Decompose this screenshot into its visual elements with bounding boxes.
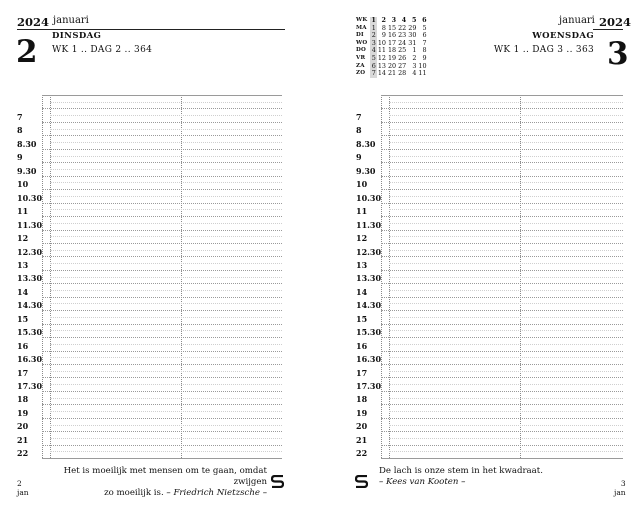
right-hour-label: 10: [356, 179, 368, 190]
right-grid-row: [381, 203, 623, 204]
left-grid-row: [42, 149, 282, 150]
left-grid-row: [42, 445, 282, 446]
mini-calendar-date: 11: [418, 69, 427, 78]
right-hour-label: 16: [356, 340, 368, 351]
right-grid-row: [381, 189, 623, 190]
mini-calendar-date: 9: [381, 31, 386, 40]
left-header-rule: [17, 29, 285, 30]
left-grid-subrow: [50, 371, 282, 372]
left-grid-row: [42, 243, 282, 244]
left-hour-label: 9.30: [17, 165, 37, 176]
left-grid-subrow: [50, 344, 282, 345]
right-grid-subrow: [389, 303, 623, 304]
left-hour-label: 9: [17, 152, 23, 163]
right-week-info: WK 1 .. DAG 3 .. 363: [493, 45, 594, 55]
left-grid-subrow: [50, 438, 282, 439]
left-grid-row: [42, 176, 282, 177]
right-grid-row: [381, 95, 623, 96]
left-footer-month: jan: [17, 488, 29, 497]
mini-calendar-date: 18: [387, 46, 397, 55]
right-hour-label: 13.30: [356, 273, 382, 284]
mini-calendar-date: 15: [387, 23, 397, 32]
mini-calendar-date: 26: [398, 53, 407, 62]
left-grid-subrow: [50, 290, 282, 291]
left-hour-label: 16: [17, 340, 29, 351]
right-grid-row: [381, 431, 623, 432]
left-month: januari: [53, 15, 89, 26]
right-grid-row: [381, 162, 623, 163]
left-grid-subrow: [50, 425, 282, 426]
left-grid-row: [42, 203, 282, 204]
right-quote-author: – Kees van Kooten –: [379, 477, 466, 487]
left-hour-label: 18: [17, 394, 29, 405]
right-hour-label: 16.30: [356, 354, 382, 365]
left-footer-day: 2: [17, 479, 22, 488]
mini-calendar-date: 2: [412, 53, 417, 62]
mini-calendar-date: 17: [387, 38, 397, 47]
right-grid-subrow: [389, 330, 623, 331]
left-hour-label: 15.30: [17, 327, 43, 338]
right-hour-label: 13: [356, 259, 368, 270]
mini-calendar-date: 4: [412, 69, 417, 78]
left-hour-label: 20: [17, 421, 29, 432]
left-hour-label: 21: [17, 434, 29, 445]
left-hour-label: 11.30: [17, 219, 43, 230]
left-footer: [17, 479, 29, 497]
mini-calendar-date: 13: [377, 61, 386, 70]
mini-calendar-date: 24: [398, 38, 407, 47]
right-footer-day: 3: [620, 479, 626, 488]
right-grid-subrow: [389, 156, 623, 157]
right-grid-row: [381, 458, 623, 459]
mini-calendar-date: 8: [381, 23, 386, 32]
left-grid-row: [42, 162, 282, 163]
mini-calendar-week-number: 3: [391, 16, 397, 24]
left-grid-row: [42, 458, 282, 459]
right-grid-row: [381, 135, 623, 136]
mini-calendar-date: 4: [371, 46, 376, 55]
left-grid-subrow: [50, 102, 282, 103]
left-grid-row: [42, 310, 282, 311]
right-hour-label: 15: [356, 313, 368, 324]
right-grid-row: [381, 445, 623, 446]
right-grid-subrow: [389, 290, 623, 291]
mini-calendar-date: 21: [387, 69, 397, 78]
left-year: 2024: [17, 15, 50, 29]
brand-s-logo-icon: [355, 475, 368, 488]
left-hour-label: 10.30: [17, 192, 43, 203]
left-day-name: DINSDAG: [52, 31, 102, 41]
right-grid-row: [381, 243, 623, 244]
mini-calendar-week-label: WK: [356, 17, 368, 23]
left-quote-line1: Het is moeilijk met mensen om te gaan, omdat zwijgen: [63, 466, 267, 487]
right-grid-subrow: [389, 371, 623, 372]
mini-calendar-date: 10: [418, 61, 427, 70]
left-hour-label: 8.30: [17, 138, 37, 149]
right-grid-subrow: [389, 169, 623, 170]
right-grid-subrow: [389, 196, 623, 197]
mini-calendar-date: 10: [377, 38, 386, 47]
left-grid-subrow: [50, 317, 282, 318]
left-grid-subrow: [50, 398, 282, 399]
right-grid-row: [381, 270, 623, 271]
mini-calendar-date: 5: [371, 53, 376, 62]
left-grid-row: [42, 256, 282, 257]
right-grid-subrow: [389, 142, 623, 143]
left-grid-subrow: [50, 384, 282, 385]
right-grid-subrow: [389, 317, 623, 318]
left-grid-row: [42, 270, 282, 271]
right-schedule-grid[interactable]: [381, 95, 623, 458]
left-grid-subrow: [50, 223, 282, 224]
left-grid-subrow: [50, 156, 282, 157]
right-month: januari: [559, 15, 595, 26]
left-grid-row: [42, 324, 282, 325]
left-grid-subrow: [50, 357, 282, 358]
left-hour-label: 14: [17, 286, 29, 297]
mini-calendar-date: 7: [371, 69, 376, 78]
right-grid-subrow: [389, 438, 623, 439]
mini-calendar-date: 29: [408, 23, 417, 32]
right-hour-label: 11.30: [356, 219, 382, 230]
right-hour-label: 22: [356, 448, 368, 459]
mini-calendar-date: 6: [371, 61, 376, 70]
mini-calendar-date: 20: [387, 61, 397, 70]
mini-calendar-date: 3: [412, 61, 417, 70]
right-grid-subrow: [389, 263, 623, 264]
right-hour-label: 14.30: [356, 300, 382, 311]
right-hour-label: 18: [356, 394, 368, 405]
left-hour-label: 7: [17, 112, 23, 122]
right-hour-label: 9: [356, 152, 362, 163]
right-grid-row: [381, 149, 623, 150]
left-grid-row: [42, 418, 282, 419]
left-hour-label: 11: [17, 206, 29, 217]
right-footer: [614, 479, 626, 497]
right-hour-label: 14: [356, 286, 368, 297]
left-grid-subrow: [50, 263, 282, 264]
right-hour-label: 7: [356, 112, 362, 122]
right-grid-subrow: [389, 236, 623, 237]
left-quote: [52, 466, 267, 499]
right-grid-subrow: [389, 277, 623, 278]
left-hour-label: 13.30: [17, 273, 43, 284]
right-grid-row: [381, 351, 623, 352]
left-grid-row: [42, 230, 282, 231]
right-grid-row: [381, 377, 623, 378]
right-hour-label: 8.30: [356, 138, 376, 149]
right-grid-subrow: [389, 344, 623, 345]
left-quote-author: – Friedrich Nietzsche –: [166, 488, 267, 498]
left-schedule-grid[interactable]: [42, 95, 282, 458]
mini-calendar: [355, 17, 428, 78]
right-grid-row: [381, 256, 623, 257]
mini-calendar-date: 1: [412, 46, 417, 55]
mini-calendar-day-label: WO: [356, 39, 368, 46]
left-grid-subrow: [50, 182, 282, 183]
right-hour-label: 19: [356, 407, 368, 418]
right-hour-label: 15.30: [356, 327, 382, 338]
right-grid-subrow: [389, 182, 623, 183]
right-year: 2024: [599, 15, 632, 29]
left-grid-subrow: [50, 129, 282, 130]
mini-calendar-date: 6: [422, 31, 427, 40]
right-grid-row: [381, 283, 623, 284]
mini-calendar-week-number: 2: [381, 16, 386, 24]
left-hour-label: 13: [17, 259, 29, 270]
mini-calendar-date: 5: [422, 23, 427, 32]
mini-calendar-date: 31: [408, 38, 417, 47]
brand-s-logo-icon: [271, 475, 284, 488]
mini-calendar-week-number: 1: [371, 16, 376, 24]
mini-calendar-date: 12: [377, 53, 386, 62]
right-grid-row: [381, 364, 623, 365]
left-grid-row: [42, 351, 282, 352]
right-grid-subrow: [389, 115, 623, 116]
right-grid-subrow: [389, 384, 623, 385]
right-grid-row: [381, 108, 623, 109]
left-hour-label: 17: [17, 367, 29, 378]
right-hour-label: 8: [356, 125, 362, 136]
left-hour-label: 17.30: [17, 381, 43, 391]
left-grid-subrow: [50, 236, 282, 237]
right-grid-subrow: [389, 250, 623, 251]
left-hour-label: 14.30: [17, 300, 43, 311]
left-grid-subrow: [50, 330, 282, 331]
left-grid-subrow: [50, 115, 282, 116]
right-hour-label: 21: [356, 434, 368, 445]
left-grid-row: [42, 391, 282, 392]
right-grid-subrow: [389, 129, 623, 130]
left-hour-label: 8: [17, 125, 23, 136]
mini-calendar-row: [355, 70, 428, 78]
right-hour-label: 17: [356, 367, 368, 378]
right-grid-row: [381, 404, 623, 405]
left-grid-subrow: [50, 196, 282, 197]
left-grid-row: [42, 95, 282, 96]
mini-calendar-date: 23: [398, 31, 407, 40]
right-grid-subrow: [389, 451, 623, 452]
right-hour-label: 10.30: [356, 192, 382, 203]
left-hour-label: 22: [17, 448, 29, 459]
right-grid-subrow: [389, 102, 623, 103]
left-grid-row: [42, 216, 282, 217]
mini-calendar-date: 25: [398, 46, 407, 55]
left-grid-row: [42, 377, 282, 378]
mini-calendar-day-label: ZO: [356, 70, 366, 77]
mini-calendar-date: 3: [371, 38, 376, 47]
mini-calendar-date: 11: [377, 46, 386, 55]
mini-calendar-date: 30: [408, 31, 417, 40]
right-quote: [379, 466, 579, 488]
right-day-number: 3: [607, 36, 629, 72]
right-grid-subrow: [389, 209, 623, 210]
right-grid-row: [381, 216, 623, 217]
mini-calendar-day-label: DI: [356, 32, 364, 39]
right-grid-row: [381, 418, 623, 419]
right-grid-row: [381, 230, 623, 231]
mini-calendar-week-number: 4: [401, 16, 407, 24]
right-header-rule: [593, 29, 623, 30]
right-grid-row: [381, 337, 623, 338]
mini-calendar-date: 28: [398, 69, 407, 78]
left-grid-row: [42, 135, 282, 136]
right-grid-subrow: [389, 223, 623, 224]
right-grid-subrow: [389, 425, 623, 426]
right-hour-label: 9.30: [356, 165, 376, 176]
left-grid-subrow: [50, 451, 282, 452]
left-grid-row: [42, 283, 282, 284]
left-grid-subrow: [50, 277, 282, 278]
left-grid-subrow: [50, 411, 282, 412]
left-grid-row: [42, 108, 282, 109]
right-grid-subrow: [389, 398, 623, 399]
left-grid-row: [42, 404, 282, 405]
left-hour-label: 10: [17, 179, 29, 190]
mini-calendar-date: 1: [371, 23, 376, 32]
mini-calendar-day-label: MA: [356, 24, 367, 31]
right-grid-subrow: [389, 411, 623, 412]
mini-calendar-date: 27: [398, 61, 407, 70]
right-footer-month: jan: [614, 488, 626, 497]
right-grid-subrow: [389, 357, 623, 358]
left-grid-subrow: [50, 169, 282, 170]
right-hour-label: 17.30: [356, 381, 382, 391]
mini-calendar-week-number: 6: [422, 16, 427, 24]
right-hour-label: 20: [356, 421, 368, 432]
left-grid-row: [42, 431, 282, 432]
mini-calendar-day-label: ZA: [356, 62, 365, 69]
left-hour-label: 16.30: [17, 354, 43, 365]
right-grid-row: [381, 324, 623, 325]
right-grid-row: [381, 297, 623, 298]
left-grid-subrow: [50, 142, 282, 143]
mini-calendar-date: 8: [422, 46, 427, 55]
right-hour-label: 12.30: [356, 246, 382, 257]
right-quote-line1: De lach is onze stem in het kwadraat.: [379, 466, 543, 476]
left-week-info: WK 1 .. DAG 2 .. 364: [52, 45, 153, 55]
left-hour-label: 15: [17, 313, 29, 324]
mini-calendar-date: 16: [387, 31, 397, 40]
left-grid-row: [42, 189, 282, 190]
right-grid-row: [381, 122, 623, 123]
left-hour-label: 12: [17, 233, 29, 244]
mini-calendar-date: 7: [422, 38, 427, 47]
left-grid-subrow: [50, 303, 282, 304]
mini-calendar-date: 19: [387, 53, 397, 62]
left-grid-row: [42, 297, 282, 298]
right-grid-row: [381, 391, 623, 392]
right-grid-row: [381, 310, 623, 311]
mini-calendar-date: 2: [371, 31, 376, 40]
mini-calendar-date: 22: [398, 23, 407, 32]
left-hour-label: 19: [17, 407, 29, 418]
left-grid-row: [42, 122, 282, 123]
right-day-name: WOENSDAG: [532, 31, 594, 41]
mini-calendar-day-label: DO: [356, 47, 366, 54]
right-hour-label: 12: [356, 233, 368, 244]
left-grid-row: [42, 337, 282, 338]
left-quote-line2: zo moeilijk is.: [104, 488, 164, 498]
left-hour-label: 12.30: [17, 246, 43, 257]
mini-calendar-week-number: 5: [411, 16, 417, 24]
mini-calendar-date: 14: [377, 69, 386, 78]
left-grid-row: [42, 364, 282, 365]
left-day-number: 2: [16, 34, 38, 70]
right-hour-label: 11: [356, 206, 368, 217]
mini-calendar-day-label: VR: [356, 54, 366, 61]
left-grid-subrow: [50, 250, 282, 251]
left-grid-subrow: [50, 209, 282, 210]
right-grid-row: [381, 176, 623, 177]
mini-calendar-date: 9: [422, 53, 427, 62]
